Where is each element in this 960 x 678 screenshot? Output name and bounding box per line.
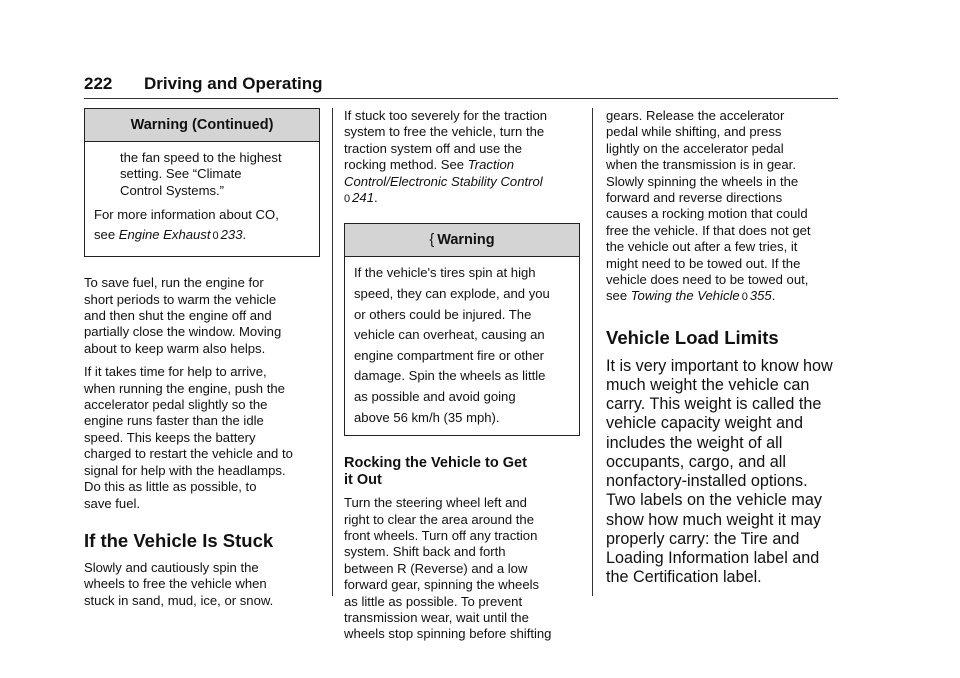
heading-vehicle-stuck: If the Vehicle Is Stuck bbox=[84, 529, 274, 551]
text-line: occupants, cargo, and all bbox=[606, 452, 786, 471]
paragraph-rocking bbox=[344, 495, 580, 643]
warning-continued-title: Warning (Continued) bbox=[85, 109, 319, 142]
text-line: Loading Information label and bbox=[606, 548, 820, 567]
page-ref-icon: 0 bbox=[741, 291, 748, 304]
heading-load-limits: Vehicle Load Limits bbox=[606, 326, 779, 348]
warning-icon: { bbox=[429, 232, 435, 249]
column-divider bbox=[332, 108, 333, 596]
page-ref-number[interactable]: 241 bbox=[352, 190, 374, 206]
ref-end: . bbox=[242, 227, 247, 243]
paragraph-rocking-cont bbox=[606, 108, 838, 306]
column-divider bbox=[592, 108, 593, 596]
text-line: speed. This keeps the battery bbox=[84, 429, 256, 445]
text-line: stuck in sand, mud, ice, or snow. bbox=[84, 592, 274, 608]
section-title: Driving and Operating bbox=[144, 74, 323, 93]
page-ref-icon: 0 bbox=[344, 193, 351, 206]
text-line: vehicle can overheat, causing an bbox=[354, 327, 545, 343]
text-line: lightly on the accelerator pedal bbox=[606, 140, 784, 156]
text-line: If the vehicle's tires spin at high bbox=[354, 265, 536, 281]
text-line: engine compartment fire or other bbox=[354, 347, 544, 363]
page-number: 222 bbox=[84, 74, 113, 93]
text-line: gears. Release the accelerator bbox=[606, 108, 785, 123]
text-line: Do this as little as possible, to bbox=[84, 479, 257, 495]
warning-continued-body bbox=[85, 142, 319, 256]
column-1 bbox=[84, 108, 320, 616]
column-3 bbox=[606, 108, 838, 587]
text-line: includes the weight of all bbox=[606, 433, 783, 452]
text-line: wheels to free the vehicle when bbox=[84, 576, 267, 592]
text-line: as possible and avoid going bbox=[354, 389, 516, 404]
warning-body bbox=[345, 257, 579, 435]
engine-exhaust-link[interactable]: Engine Exhaust bbox=[118, 227, 211, 243]
text-line: forward and reverse directions bbox=[606, 190, 783, 206]
reference-line bbox=[94, 224, 310, 247]
text-line: Slowly and cautiously spin the bbox=[84, 559, 259, 575]
text-line: forward gear, spinning the wheels bbox=[344, 577, 540, 593]
text-line: the vehicle out after a few tries, it bbox=[606, 239, 798, 255]
text-line: much weight the vehicle can bbox=[606, 376, 810, 395]
text-line: above 56 km/h (35 mph). bbox=[354, 409, 500, 425]
text-line: system. Shift back and forth bbox=[344, 544, 506, 560]
traction-control-link[interactable]: Traction bbox=[467, 157, 515, 173]
paragraph-save-fuel bbox=[84, 275, 320, 357]
ref-end: . bbox=[771, 288, 776, 304]
text-line: setting. See “Climate bbox=[120, 166, 242, 182]
text-line: might need to be towed out. If the bbox=[606, 255, 801, 271]
text-rocking-method: rocking method. See bbox=[344, 157, 465, 173]
text-line: or others could be injured. The bbox=[354, 306, 532, 322]
paragraph-stuck bbox=[84, 560, 320, 609]
text-line: pedal while shifting, and press bbox=[606, 124, 782, 140]
text-line: vehicle does need to be towed out, bbox=[606, 272, 809, 288]
text-line: If stuck too severely for the traction bbox=[344, 108, 548, 123]
paragraph-load-limits bbox=[606, 357, 838, 587]
text-line: To save fuel, run the engine for bbox=[84, 275, 264, 291]
text-line: damage. Spin the wheels as little bbox=[354, 368, 546, 384]
towing-vehicle-link[interactable]: Towing the Vehicle bbox=[630, 288, 740, 304]
warning-box bbox=[344, 223, 580, 436]
text-line bbox=[344, 157, 580, 173]
column-2 bbox=[344, 108, 580, 650]
text-line: short periods to warm the vehicle bbox=[84, 291, 277, 307]
reference-line bbox=[344, 190, 580, 207]
warning-title bbox=[345, 224, 579, 257]
text-line: If it takes time for help to arrive, bbox=[84, 364, 267, 380]
text-line: For more information about CO, bbox=[94, 207, 279, 223]
paragraph-help-arrive bbox=[84, 364, 320, 512]
traction-control-link-cont[interactable]: Control/Electronic Stability Control bbox=[344, 173, 543, 189]
text-line: about to keep warm also helps. bbox=[84, 340, 266, 356]
text-line: charged to restart the vehicle and to bbox=[84, 446, 293, 462]
warning-title-text: Warning bbox=[437, 232, 495, 249]
warning-continued-box bbox=[84, 108, 320, 257]
text-line: partially close the window. Moving bbox=[84, 324, 282, 340]
text-line: and then shut the engine off and bbox=[84, 308, 272, 324]
text-line: Slowly spinning the wheels in the bbox=[606, 173, 799, 189]
reference-line bbox=[606, 288, 838, 305]
text-line: Two labels on the vehicle may bbox=[606, 491, 822, 510]
text-line: save fuel. bbox=[84, 495, 141, 511]
paragraph-stuck-severely bbox=[344, 108, 580, 207]
text-line: system to free the vehicle, turn the bbox=[344, 124, 545, 140]
page-ref-number[interactable]: 233 bbox=[220, 227, 243, 243]
page-ref-number[interactable]: 355 bbox=[749, 288, 772, 304]
text-see: see bbox=[94, 227, 116, 243]
text-line: signal for help with the headlamps. bbox=[84, 462, 286, 478]
text-line: Turn the steering wheel left and bbox=[344, 495, 527, 511]
text-line: the Certification label. bbox=[606, 568, 762, 587]
text-line: wheels stop spinning before shifting bbox=[344, 626, 552, 642]
text-line: show how much weight it may bbox=[606, 510, 822, 529]
text-line: accelerator pedal slightly so the bbox=[84, 397, 268, 413]
text-line: speed, they can explode, and you bbox=[354, 286, 550, 302]
ref-end: . bbox=[373, 190, 378, 206]
text-line: carry. This weight is called the bbox=[606, 395, 822, 414]
text-line: Control Systems.” bbox=[120, 182, 225, 198]
text-line: when running the engine, push the bbox=[84, 380, 285, 396]
page-ref-icon: 0 bbox=[212, 230, 219, 243]
text-line: engine runs faster than the idle bbox=[84, 413, 264, 429]
heading-rocking-cont: it Out bbox=[344, 472, 382, 489]
text-line: between R (Reverse) and a low bbox=[344, 560, 528, 576]
warning-indented-text bbox=[94, 150, 310, 199]
text-line: properly carry: the Tire and bbox=[606, 529, 800, 548]
text-line: traction system off and use the bbox=[344, 140, 523, 156]
text-line: It is very important to know how bbox=[606, 356, 833, 375]
page-header bbox=[84, 70, 838, 96]
text-line: vehicle capacity weight and bbox=[606, 414, 804, 433]
text-line: as little as possible. To prevent bbox=[344, 593, 523, 609]
text-line: the fan speed to the highest bbox=[120, 150, 282, 165]
text-line: right to clear the area around the bbox=[344, 511, 534, 527]
text-see: see bbox=[606, 288, 628, 304]
text-line: transmission wear, wait until the bbox=[344, 610, 529, 626]
text-line: nonfactory-installed options. bbox=[606, 472, 808, 491]
text-line: causes a rocking motion that could bbox=[606, 206, 808, 222]
text-line: when the transmission is in gear. bbox=[606, 157, 796, 173]
heading-rocking: Rocking the Vehicle to Get bbox=[344, 455, 527, 472]
text-line: front wheels. Turn off any traction bbox=[344, 528, 538, 543]
header-rule bbox=[84, 98, 838, 99]
text-line: free the vehicle. If that does not get bbox=[606, 222, 811, 238]
